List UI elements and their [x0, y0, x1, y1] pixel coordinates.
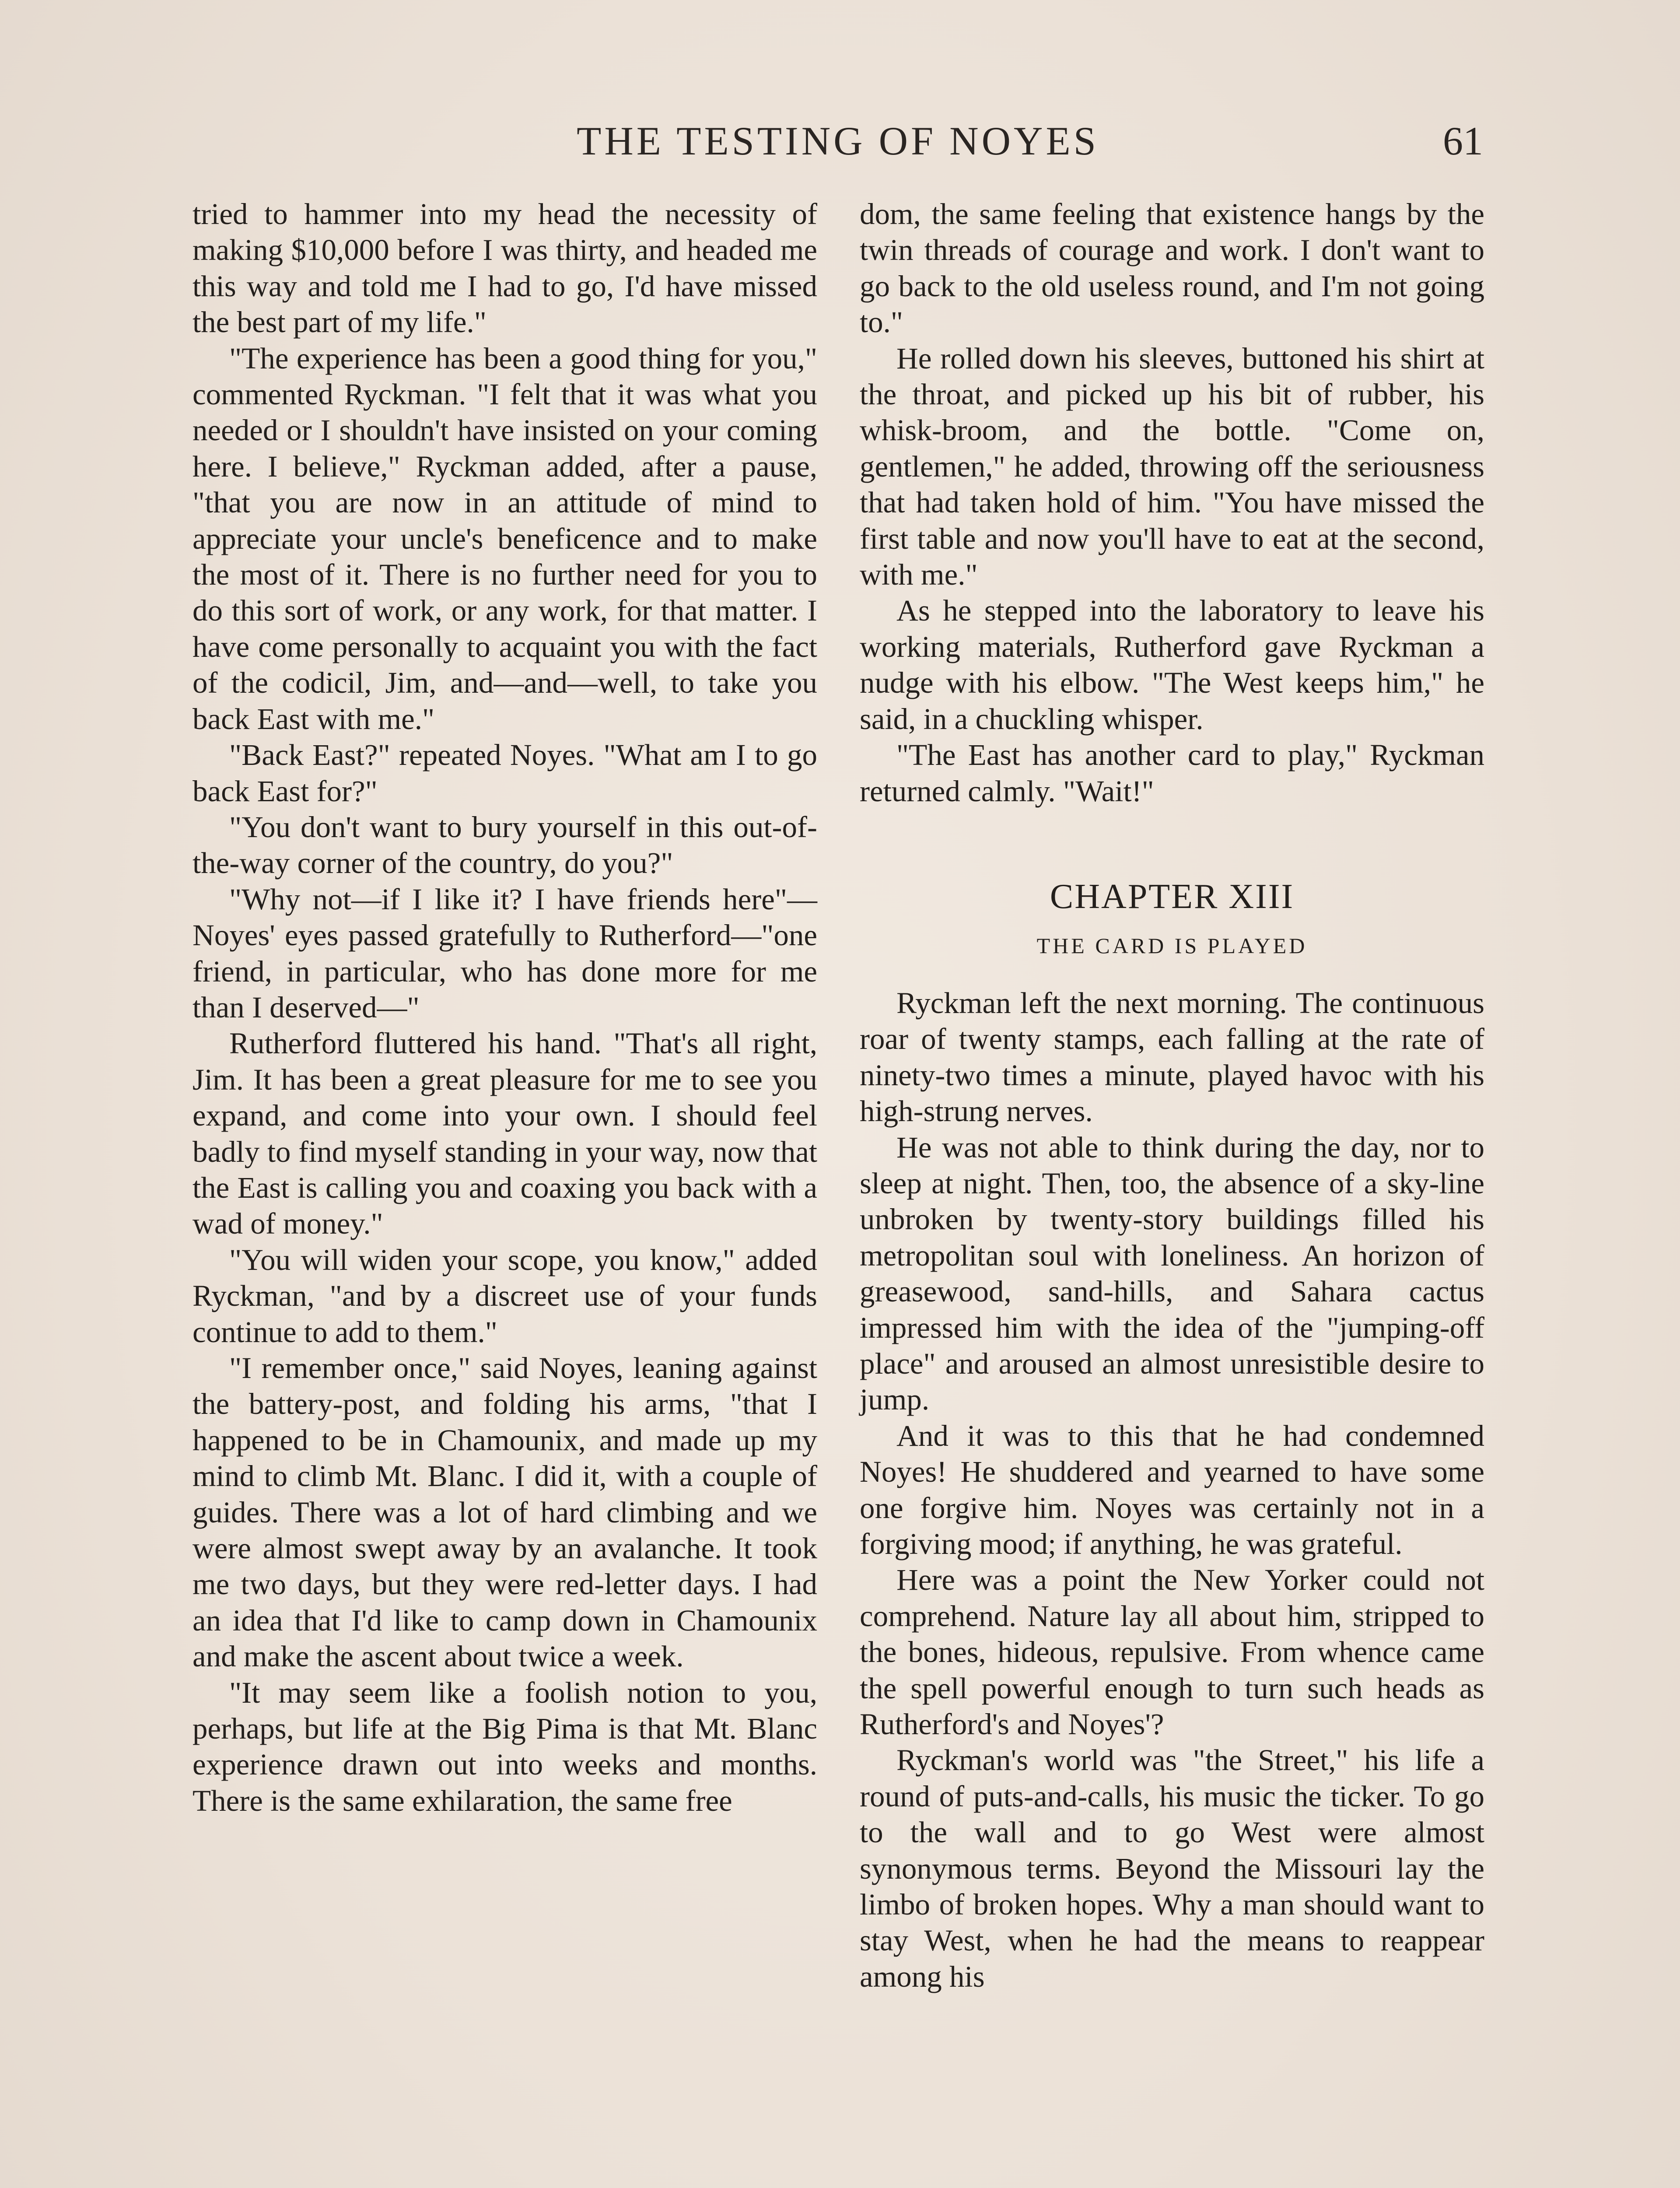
- paragraph: "Back East?" repeated Noyes. "What am I to go back East for?": [192, 738, 817, 808]
- paragraph: dom, the same feeling that existence hangs by the twin threads of courage and work. I don't want to go back to the old useless round, and I'm not going to.": [860, 197, 1484, 339]
- paragraph: "You will widen your scope, you know," added Ryckman, "and by a discreet use of your funds continue to add to them.": [192, 1243, 817, 1349]
- paragraph: He was not able to think during the day, nor to sleep at night. Then, too, the absence of a sky-line unbroken by twenty-story buildings filled his metropolitan soul with loneliness. An horizon of greasewood, sand-hills, and Sahara cactus impressed him with the idea of the "jumping-off place" and aroused an almost unresistible desire to jump.: [860, 1130, 1484, 1417]
- paragraph: "It may seem like a foolish notion to you, perhaps, but life at the Big Pima is that Mt. Blanc experience drawn out into weeks and months. There is the same exhilaration, the same free: [192, 1676, 817, 1817]
- paragraph: Here was a point the New Yorker could not comprehend. Nature lay all about him, stripped to the bones, hideous, repulsive. From whence came the spell powerful enough to turn such heads as Rutherford's and Noyes'?: [860, 1563, 1484, 1741]
- paragraph: Ryckman left the next morning. The continuous roar of twenty stamps, each falling at the rate of ninety-two times a minute, played havoc with his high-strung nerves.: [860, 986, 1484, 1128]
- paragraph: "Why not—if I like it? I have friends here"—Noyes' eyes passed gratefully to Rutherford—"one friend, in particular, who has done more for me than I deserved—": [192, 882, 817, 1024]
- running-head: [192, 115, 1483, 167]
- paragraph: He rolled down his sleeves, buttoned his shirt at the throat, and picked up his bit of rubber, his whisk-broom, and the bottle. "Come on, gentlemen," he added, throwing off the seriousness that had taken hold of him. "You have missed the first table and now you'll have to eat at the second, with me.": [860, 341, 1484, 592]
- chapter-subtitle: THE CARD IS PLAYED: [1036, 933, 1308, 958]
- right-column: [860, 196, 1484, 1995]
- left-column: [192, 196, 817, 1819]
- paragraph: "You don't want to bury yourself in this out-of-the-way corner of the country, do you?": [192, 810, 817, 880]
- paragraph: "The East has another card to play," Ryckman returned calmly. "Wait!": [860, 738, 1484, 808]
- paragraph: tried to hammer into my head the necessity of making $10,000 before I was thirty, and headed me this way and told me I had to go, I'd have missed the best part of my life.": [192, 197, 817, 339]
- paragraph: And it was to this that he had condemned Noyes! He shuddered and yearned to have some one forgive him. Noyes was certainly not in a forgiving mood; if anything, he was grateful.: [860, 1419, 1484, 1560]
- paragraph: "I remember once," said Noyes, leaning against the battery-post, and folding his arms, "that I happened to be in Chamounix, and made up my mind to climb Mt. Blanc. I did it, with a couple of guides. There was a lot of hard climbing and we were almost swept away by an avalanche. It took me two days, but they were red-letter days. I had an idea that I'd like to camp down in Chamounix and make the ascent about twice a week.: [192, 1351, 817, 1673]
- paragraph: As he stepped into the laboratory to leave his working materials, Rutherford gave Ryckman a nudge with his elbow. "The West keeps him," he said, in a chuckling whisper.: [860, 594, 1484, 736]
- paragraph: "The experience has been a good thing for you," commented Ryckman. "I felt that it was what you needed or I shouldn't have insisted on your coming here. I believe," Ryckman added, after a pause, "that you are now in an attitude of mind to appreciate your uncle's beneficence and to make the most of it. There is no further need for you to do this sort of work, or any work, for that matter. I have come personally to acquaint you with the fact of the codicil, Jim, and—and—well, to take you back East with me.": [192, 341, 817, 736]
- running-title: THE TESTING OF NOYES: [577, 119, 1099, 163]
- paragraph: Ryckman's world was "the Street," his life a round of puts-and-calls, his music the ticker. To go to the wall and to go West were almost synonymous terms. Beyond the Missouri lay the limbo of broken hopes. Why a man should want to stay West, when he had the means to reappear among his: [860, 1743, 1484, 1993]
- chapter-title: CHAPTER XIII: [1050, 877, 1295, 916]
- page-number: 61: [1443, 119, 1483, 163]
- paragraph: Rutherford fluttered his hand. "That's all right, Jim. It has been a great pleasure for me to see you expand, and come into your own. I should feel badly to find myself standing in your way, now that the East is calling you and coaxing you back with a wad of money.": [192, 1027, 817, 1241]
